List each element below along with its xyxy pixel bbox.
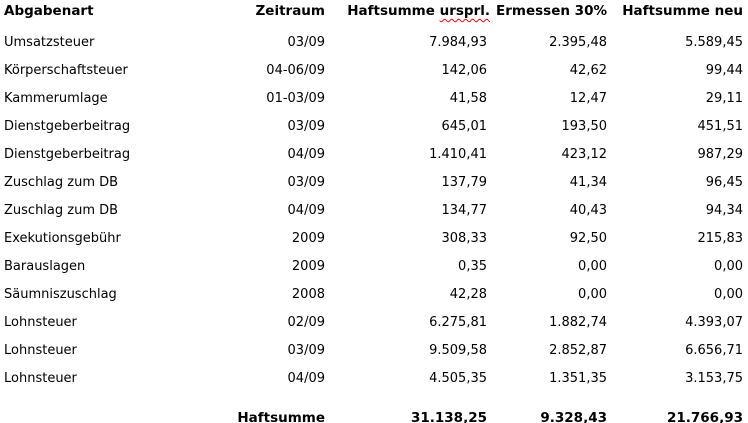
footer-total-haftsumme-neu: 21.766,93 xyxy=(666,410,743,423)
cell-haftsumme-urspr: 134,77 xyxy=(441,202,487,218)
table-header-row xyxy=(0,0,748,28)
cell-haftsumme-neu: 5.589,45 xyxy=(685,34,743,50)
table-row xyxy=(0,252,748,280)
cell-haftsumme-neu: 0,00 xyxy=(714,286,743,302)
cell-haftsumme-neu: 94,34 xyxy=(705,202,743,218)
cell-haftsumme-urspr: 1.410,41 xyxy=(429,146,487,162)
table-body xyxy=(0,28,748,392)
cell-zeitraum: 2009 xyxy=(291,258,325,274)
footer-label: Haftsumme xyxy=(237,410,325,423)
cell-abgabenart: Zuschlag zum DB xyxy=(4,174,119,190)
cell-ermessen: 12,47 xyxy=(569,90,607,106)
cell-zeitraum: 04/09 xyxy=(287,202,325,218)
cell-zeitraum: 04/09 xyxy=(287,146,325,162)
cell-zeitraum: 03/09 xyxy=(287,118,325,134)
footer-total-haftsumme-urspr: 31.138,25 xyxy=(410,410,487,423)
cell-ermessen: 40,43 xyxy=(569,202,607,218)
cell-ermessen: 423,12 xyxy=(561,146,607,162)
cell-haftsumme-urspr: 42,28 xyxy=(449,286,487,302)
cell-zeitraum: 04-06/09 xyxy=(266,62,325,78)
cell-haftsumme-urspr: 7.984,93 xyxy=(429,34,487,50)
cell-haftsumme-neu: 3.153,75 xyxy=(685,370,743,386)
cell-abgabenart: Barauslagen xyxy=(4,258,86,274)
table-row xyxy=(0,112,748,140)
cell-abgabenart: Lohnsteuer xyxy=(4,370,77,386)
cell-haftsumme-neu: 451,51 xyxy=(697,118,743,134)
cell-haftsumme-neu: 99,44 xyxy=(705,62,743,78)
cell-haftsumme-urspr: 4.505,35 xyxy=(429,370,487,386)
column-header-zeitraum: Zeitraum xyxy=(255,3,325,19)
table-footer-row xyxy=(0,392,748,423)
cell-abgabenart: Dienstgeberbeitrag xyxy=(4,118,131,134)
cell-haftsumme-urspr: 142,06 xyxy=(441,62,487,78)
cell-zeitraum: 2008 xyxy=(291,286,325,302)
cell-zeitraum: 01-03/09 xyxy=(266,90,325,106)
cell-zeitraum: 03/09 xyxy=(287,174,325,190)
cell-haftsumme-urspr: 6.275,81 xyxy=(429,314,487,330)
cell-abgabenart: Lohnsteuer xyxy=(4,314,77,330)
cell-abgabenart: Umsatzsteuer xyxy=(4,34,95,50)
column-header-haftsumme-neu: Haftsumme neu xyxy=(622,3,743,19)
cell-ermessen: 0,00 xyxy=(578,286,607,302)
cell-abgabenart: Lohnsteuer xyxy=(4,342,77,358)
cell-haftsumme-neu: 215,83 xyxy=(697,230,743,246)
cell-ermessen: 2.395,48 xyxy=(549,34,607,50)
table-row xyxy=(0,84,748,112)
cell-abgabenart: Körperschaftsteuer xyxy=(4,62,128,78)
cell-ermessen: 41,34 xyxy=(569,174,607,190)
cell-zeitraum: 04/09 xyxy=(287,370,325,386)
table-row xyxy=(0,336,748,364)
cell-ermessen: 42,62 xyxy=(569,62,607,78)
cell-ermessen: 2.852,87 xyxy=(549,342,607,358)
cell-haftsumme-urspr: 137,79 xyxy=(441,174,487,190)
cell-zeitraum: 03/09 xyxy=(287,34,325,50)
cell-haftsumme-urspr: 41,58 xyxy=(449,90,487,106)
footer-spacer xyxy=(0,392,200,423)
table-row xyxy=(0,308,748,336)
cell-haftsumme-urspr: 9.509,58 xyxy=(429,342,487,358)
table-row xyxy=(0,168,748,196)
cell-zeitraum: 03/09 xyxy=(287,342,325,358)
table-row xyxy=(0,56,748,84)
cell-ermessen: 92,50 xyxy=(569,230,607,246)
table-row xyxy=(0,364,748,392)
cell-haftsumme-urspr: 645,01 xyxy=(441,118,487,134)
cell-abgabenart: Zuschlag zum DB xyxy=(4,202,119,218)
cell-abgabenart: Exekutionsgebühr xyxy=(4,230,121,246)
cell-haftsumme-neu: 987,29 xyxy=(697,146,743,162)
misspelled-word: ursprl. xyxy=(439,3,490,19)
column-header-ermessen: Ermessen 30% xyxy=(496,3,607,19)
table-row xyxy=(0,28,748,56)
cell-ermessen: 0,00 xyxy=(578,258,607,274)
cell-ermessen: 1.882,74 xyxy=(549,314,607,330)
column-header-haftsumme-urspr xyxy=(325,0,490,28)
cell-ermessen: 1.351,35 xyxy=(549,370,607,386)
column-header-haftsumme-urspr-main: Haftsumme xyxy=(347,3,435,19)
table-row xyxy=(0,140,748,168)
cell-abgabenart: Säumniszuschlag xyxy=(4,286,117,302)
cell-zeitraum: 2009 xyxy=(291,230,325,246)
table-row xyxy=(0,224,748,252)
cell-haftsumme-neu: 4.393,07 xyxy=(685,314,743,330)
cell-haftsumme-neu: 96,45 xyxy=(705,174,743,190)
table-row xyxy=(0,280,748,308)
cell-haftsumme-urspr: 0,35 xyxy=(458,258,487,274)
cell-abgabenart: Kammerumlage xyxy=(4,90,108,106)
cell-haftsumme-neu: 0,00 xyxy=(714,258,743,274)
cell-haftsumme-neu: 29,11 xyxy=(705,90,743,106)
footer-total-ermessen: 9.328,43 xyxy=(540,410,607,423)
cell-abgabenart: Dienstgeberbeitrag xyxy=(4,146,131,162)
cell-haftsumme-neu: 6.656,71 xyxy=(685,342,743,358)
column-header-abgabenart: Abgabenart xyxy=(4,3,94,19)
cell-zeitraum: 02/09 xyxy=(287,314,325,330)
cell-ermessen: 193,50 xyxy=(561,118,607,134)
cell-haftsumme-urspr: 308,33 xyxy=(441,230,487,246)
table-row xyxy=(0,196,748,224)
